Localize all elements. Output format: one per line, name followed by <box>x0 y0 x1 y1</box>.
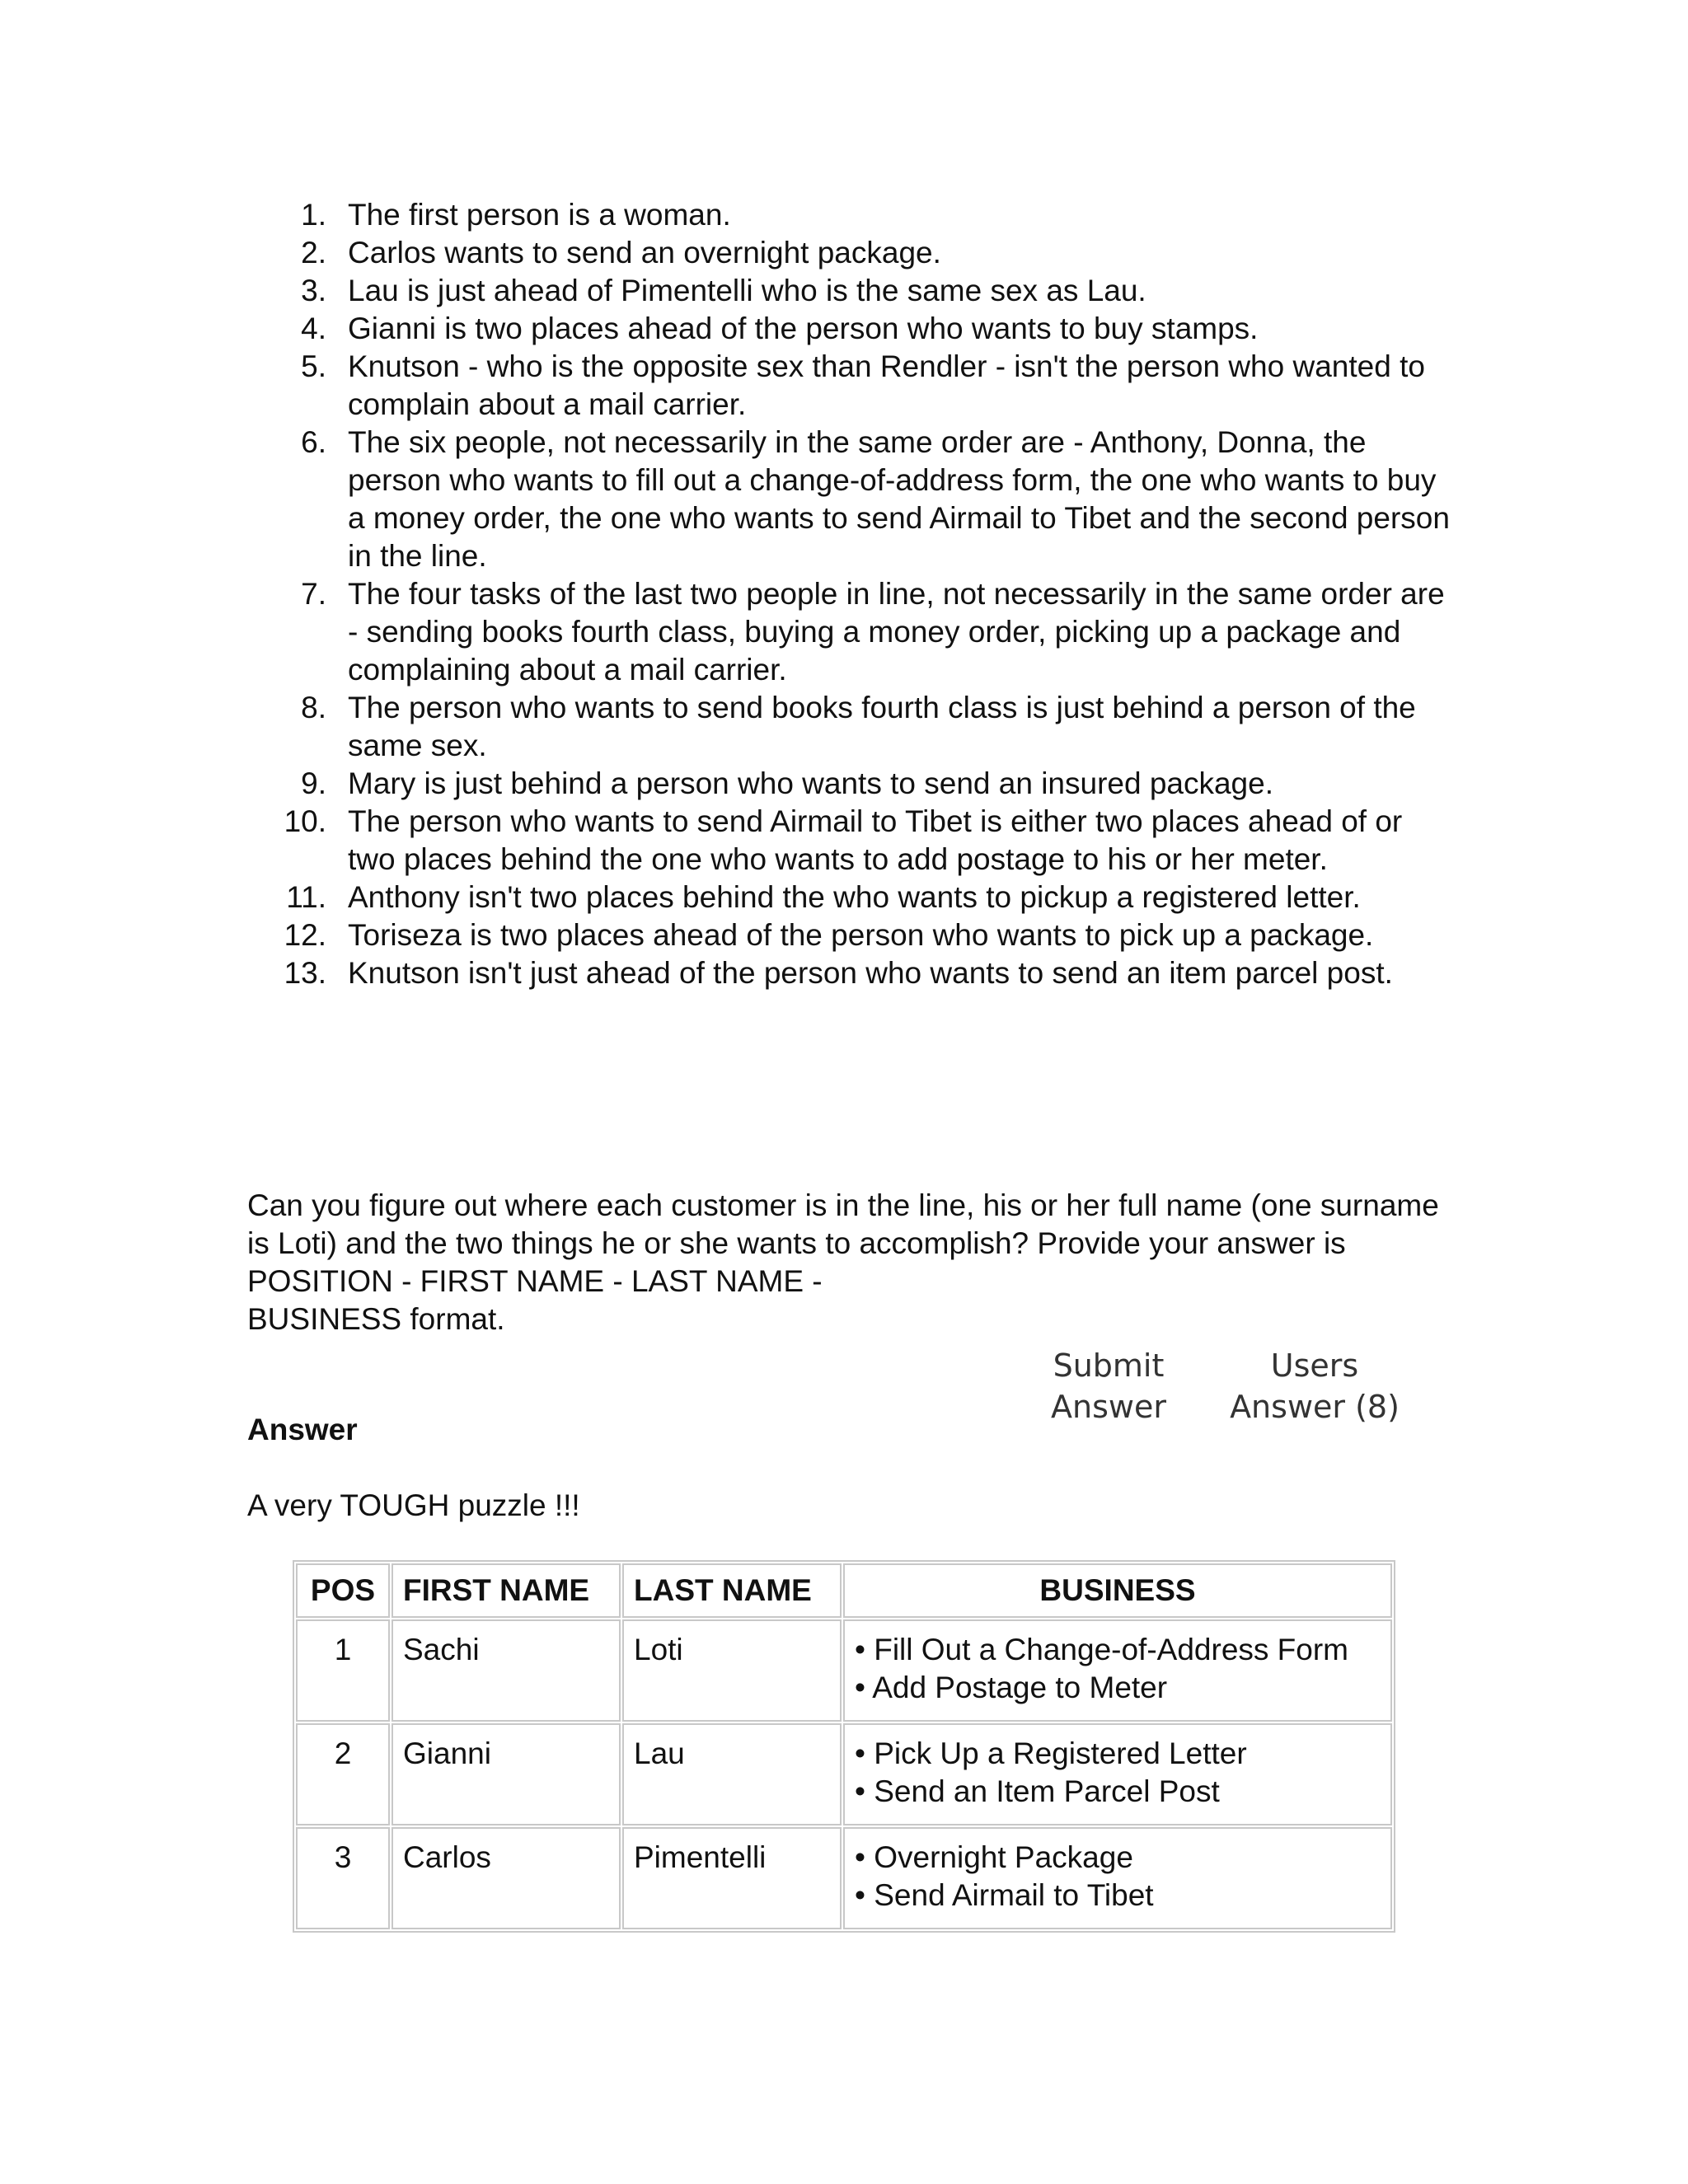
business-item: • Pick Up a Registered Letter <box>855 1736 1247 1770</box>
users-answer-label[interactable]: Answer (8) <box>1230 1389 1400 1425</box>
cell-last-name: Pimentelli <box>622 1827 842 1929</box>
clue-number: 12. <box>284 918 326 952</box>
table-row <box>296 1619 1392 1722</box>
clue-list <box>247 196 1451 992</box>
header-first-name: FIRST NAME <box>392 1563 621 1618</box>
cell-pos: 2 <box>296 1723 390 1825</box>
clue-item <box>247 954 1451 992</box>
clue-item <box>247 272 1451 310</box>
clue-number: 8. <box>301 691 326 724</box>
clue-number: 4. <box>301 312 326 345</box>
cell-first-name: Carlos <box>392 1827 621 1929</box>
clue-text: Toriseza is two places ahead of the person who wants to pick up a package. <box>348 918 1374 952</box>
header-last-name: LAST NAME <box>622 1563 842 1618</box>
clue-number: 11. <box>286 880 326 914</box>
clue-number: 9. <box>301 766 326 800</box>
business-item: • Overnight Package <box>855 1840 1133 1874</box>
header-pos: POS <box>296 1563 390 1618</box>
clue-text: The four tasks of the last two people in line, not necessarily in the same order are - sending books fourth class, buying a money order, picking up a package and complaining about a mail carrier. <box>348 577 1445 687</box>
clue-item <box>247 424 1451 575</box>
clue-text: The first person is a woman. <box>348 198 731 232</box>
clue-text: The six people, not necessarily in the same order are - Anthony, Donna, the person who wants to fill out a change-of-address form, the one who wants to buy a money order, the one who wants to send Airmail to Tibet and the second person in the line. <box>348 425 1450 573</box>
submit-answer-label[interactable]: Answer <box>1051 1389 1166 1425</box>
clue-text: The person who wants to send Airmail to Tibet is either two places ahead of or two places behind the one who wants to add postage to his or her meter. <box>348 804 1403 876</box>
clue-text: Lau is just ahead of Pimentelli who is the same sex as Lau. <box>348 274 1146 307</box>
clue-number: 7. <box>301 577 326 611</box>
business-item: • Fill Out a Change-of-Address Form <box>855 1633 1348 1666</box>
clue-text: Mary is just behind a person who wants to send an insured package. <box>348 766 1273 800</box>
business-item: • Add Postage to Meter <box>855 1671 1168 1704</box>
clue-text: Anthony isn't two places behind the who wants to pickup a registered letter. <box>348 880 1361 914</box>
clue-number: 2. <box>301 236 326 269</box>
clue-text: The person who wants to send books fourth class is just behind a person of the same sex. <box>348 691 1416 762</box>
clue-item <box>247 196 1451 234</box>
submit-answer-link[interactable] <box>1030 1345 1187 1427</box>
clue-item <box>247 234 1451 272</box>
cell-business <box>843 1827 1392 1929</box>
cell-pos: 3 <box>296 1827 390 1929</box>
clue-item <box>247 879 1451 916</box>
clue-number: 13. <box>284 956 326 990</box>
cell-pos: 1 <box>296 1619 390 1722</box>
clue-item <box>247 803 1451 879</box>
clue-item <box>247 689 1451 765</box>
cell-last-name: Lau <box>622 1723 842 1825</box>
clue-number: 3. <box>301 274 326 307</box>
clue-item <box>247 310 1451 348</box>
business-item: • Send an Item Parcel Post <box>855 1774 1220 1808</box>
question-paragraph <box>247 1187 1451 1338</box>
clue-item <box>247 916 1451 954</box>
clue-number: 1. <box>301 198 326 232</box>
answer-heading: Answer <box>247 1413 358 1446</box>
cell-last-name: Loti <box>622 1619 842 1722</box>
cell-first-name: Sachi <box>392 1619 621 1722</box>
header-business: BUSINESS <box>843 1563 1392 1618</box>
clue-text: Knutson - who is the opposite sex than Rendler - isn't the person who wanted to complain about a mail carrier. <box>348 349 1425 421</box>
question-text: Can you figure out where each customer is in the line, his or her full name (one surname is Loti) and the two things he or she wants to accomplish? Provide your answer is POSITION - FIRST NAME - LAST NAME - <box>247 1188 1439 1298</box>
submit-answer-label[interactable]: Submit <box>1053 1347 1165 1384</box>
answer-table <box>293 1560 1395 1933</box>
clue-number: 6. <box>301 425 326 459</box>
users-answer-link[interactable] <box>1212 1345 1418 1427</box>
users-answer-label[interactable]: Users <box>1270 1347 1359 1384</box>
cell-business <box>843 1619 1392 1722</box>
table-row <box>296 1827 1392 1929</box>
clue-item <box>247 765 1451 803</box>
table-row <box>296 1723 1392 1825</box>
clue-number: 10. <box>284 804 326 838</box>
clue-number: 5. <box>301 349 326 383</box>
clue-item <box>247 348 1451 424</box>
tough-puzzle-text: A very TOUGH puzzle !!! <box>247 1488 580 1522</box>
clue-item <box>247 575 1451 689</box>
business-item: • Send Airmail to Tibet <box>855 1878 1154 1912</box>
table-header-row <box>296 1563 1392 1618</box>
cell-business <box>843 1723 1392 1825</box>
cell-first-name: Gianni <box>392 1723 621 1825</box>
clue-text: Carlos wants to send an overnight package. <box>348 236 941 269</box>
clue-text: Gianni is two places ahead of the person who wants to buy stamps. <box>348 312 1259 345</box>
clue-text: Knutson isn't just ahead of the person who wants to send an item parcel post. <box>348 956 1393 990</box>
question-text-end: BUSINESS format. <box>247 1302 505 1336</box>
